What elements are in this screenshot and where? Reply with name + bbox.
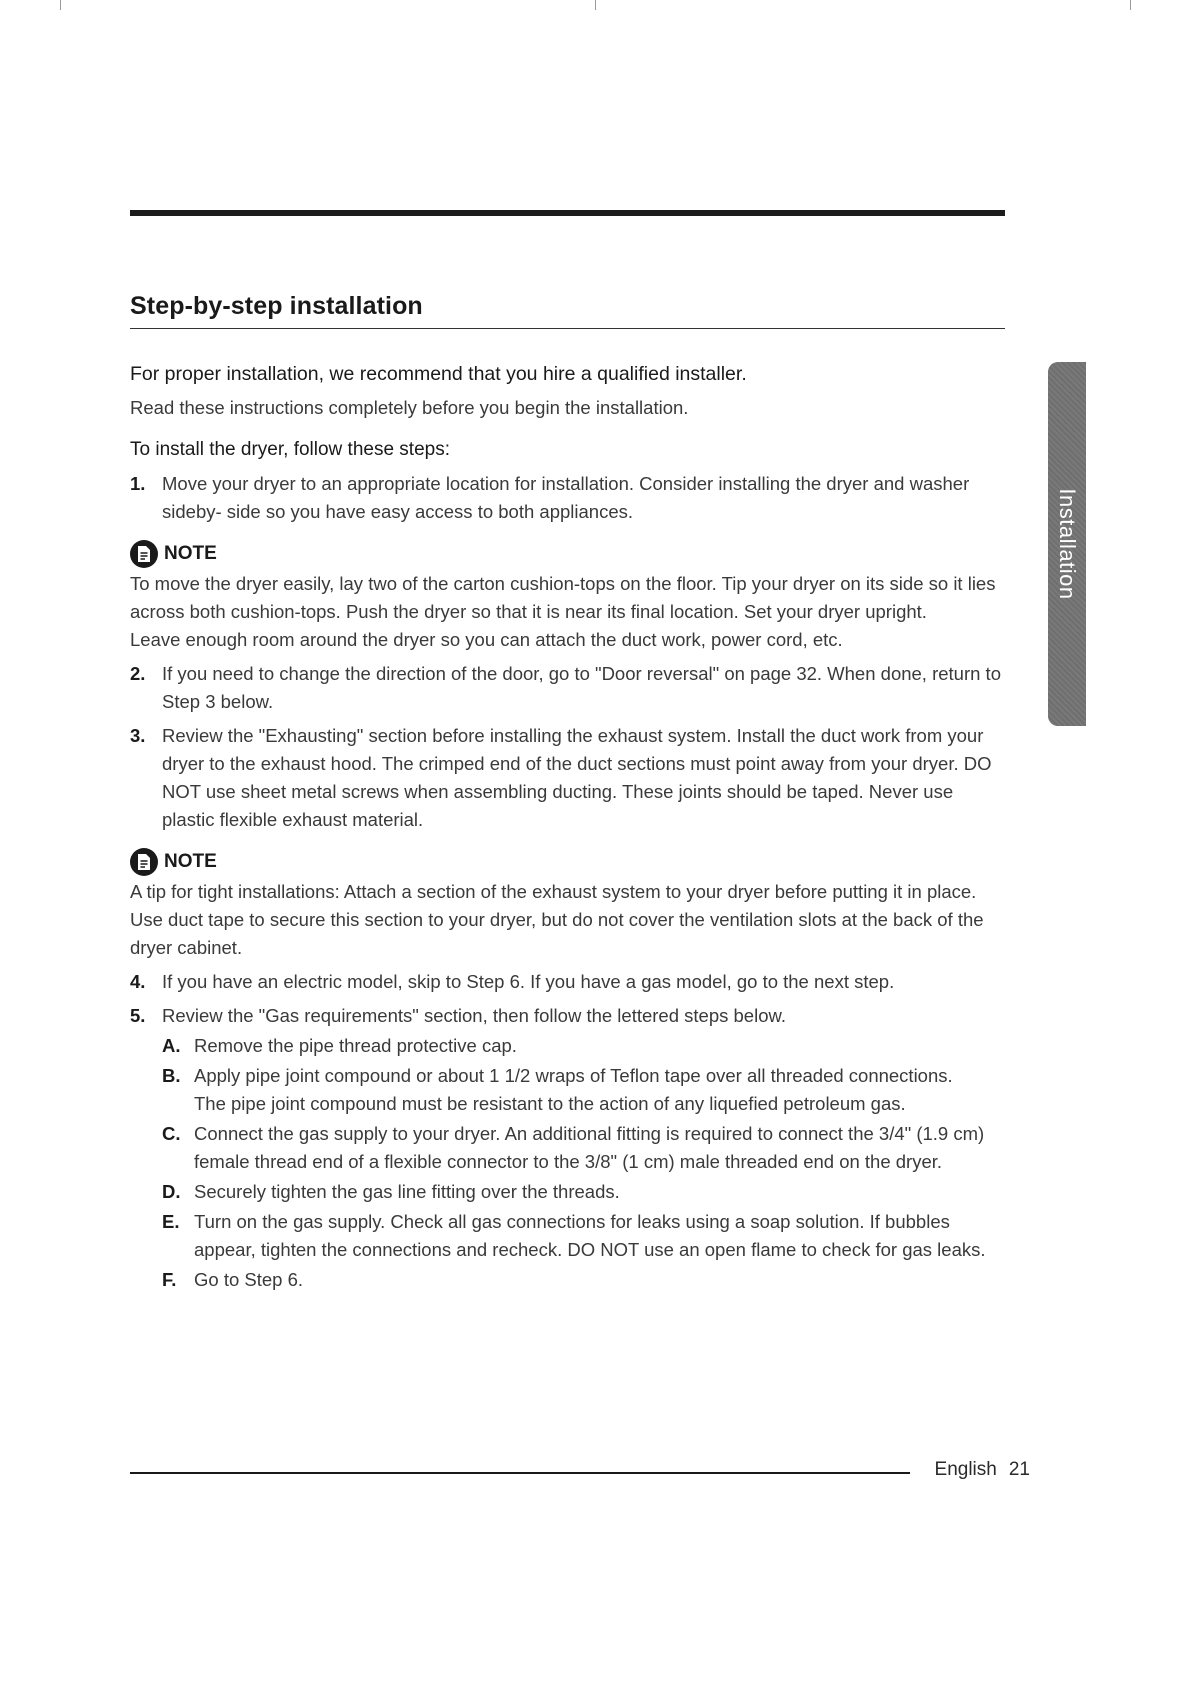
lettered-step-text [194, 1178, 1005, 1206]
note-2 [130, 848, 1005, 962]
side-tab-installation[interactable] [1048, 362, 1086, 726]
note-icon [130, 848, 158, 876]
lettered-step-line: Remove the pipe thread protective cap. [194, 1035, 517, 1056]
footer-rule [130, 1472, 910, 1474]
lettered-step-d [162, 1178, 1005, 1206]
note-label: NOTE [164, 543, 217, 564]
step-text: Review the "Exhausting" section before installing the exhaust system. Install the duct work from your dryer to the exhaust hood. The crimped end of the duct sections must point away from your dryer. DO NOT use sheet metal screws when assembling ducting. These joints should be taped. Never use plastic flexible exhaust material. [162, 725, 992, 830]
step-2 [130, 660, 1005, 716]
step-letter: F. [162, 1269, 177, 1290]
lettered-step-a [162, 1032, 1005, 1060]
step-letter: C. [162, 1123, 181, 1144]
step-text: If you have an electric model, skip to Step 6. If you have a gas model, go to the next step. [162, 971, 895, 992]
footer-language: English [934, 1459, 997, 1480]
lettered-step-text [194, 1062, 1005, 1118]
step-letter: E. [162, 1211, 180, 1232]
note-1 [130, 540, 1005, 654]
lettered-step-line: The pipe joint compound must be resistant to the action of any liquefied petroleum gas. [194, 1093, 906, 1114]
step-3 [130, 722, 1005, 834]
title-underline [130, 328, 1005, 329]
step-letter: B. [162, 1065, 181, 1086]
lettered-step-line: Securely tighten the gas line fitting over the threads. [194, 1181, 620, 1202]
step-number: 2. [130, 663, 146, 684]
note-header [130, 540, 1005, 568]
step-4 [130, 968, 1005, 996]
main-content [130, 360, 1005, 1296]
note-text: A tip for tight installations: Attach a section of the exhaust system to your dryer before putting it in place. Use duct tape to secure this section to your dryer, but do not cover the ventilation slots at the back of the dryer cabinet. [130, 881, 984, 958]
step-letter: D. [162, 1181, 181, 1202]
header-rule [130, 210, 1005, 216]
lettered-step-text [194, 1208, 1005, 1264]
step-number: 4. [130, 971, 146, 992]
step-text: Review the "Gas requirements" section, then follow the lettered steps below. [162, 1005, 786, 1026]
section-title: Step-by-step installation [130, 292, 423, 320]
lettered-step-line: Connect the gas supply to your dryer. An additional fitting is required to connect the 3/4" (1.9 cm) female thread end of a flexible connector to the 3/8" (1 cm) male threaded end on the dryer. [194, 1123, 985, 1172]
note-text: Leave enough room around the dryer so you can attach the duct work, power cord, etc. [130, 629, 843, 650]
note-label: NOTE [164, 851, 217, 872]
lettered-step-text [194, 1032, 1005, 1060]
crop-mark-center [595, 0, 596, 10]
note-text: To move the dryer easily, lay two of the carton cushion-tops on the floor. Tip your dryer on its side so it lies across both cushion-tops. Push the dryer so that it is near its final location. Set your dryer upright. [130, 573, 996, 622]
lettered-step-c [162, 1120, 1005, 1176]
lettered-step-line: Go to Step 6. [194, 1269, 304, 1290]
side-tab-label: Installation [1055, 488, 1080, 600]
page-footer [935, 1459, 1030, 1481]
lettered-step-line: Apply pipe joint compound or about 1 1/2 wraps of Teflon tape over all threaded connections. [194, 1065, 953, 1086]
step-letter: A. [162, 1035, 181, 1056]
lettered-step-f [162, 1266, 1005, 1294]
crop-mark-right [1130, 0, 1131, 10]
note-icon [130, 540, 158, 568]
note-header [130, 848, 1005, 876]
lettered-step-text [194, 1120, 1005, 1176]
note-body [130, 570, 1005, 654]
step-text: Move your dryer to an appropriate location for installation. Consider installing the dryer and washer sideby- side so you have easy access to both appliances. [162, 473, 970, 522]
page-number: 21 [1008, 1459, 1030, 1480]
intro-lead: For proper installation, we recommend that you hire a qualified installer. [130, 363, 747, 385]
lettered-step-b [162, 1062, 1005, 1118]
intro-body: Read these instructions completely before you begin the installation. [130, 397, 689, 418]
lettered-steps [162, 1032, 1005, 1294]
step-1 [130, 470, 1005, 526]
crop-mark-left [60, 0, 61, 10]
lettered-step-line: Turn on the gas supply. Check all gas connections for leaks using a soap solution. If bubbles appear, tighten the connections and recheck. DO NOT use an open flame to check for gas leaks. [194, 1211, 986, 1260]
step-5 [130, 1002, 1005, 1030]
lettered-step-e [162, 1208, 1005, 1264]
step-number: 3. [130, 725, 146, 746]
steps-intro: To install the dryer, follow these steps: [130, 439, 450, 460]
step-number: 1. [130, 473, 146, 494]
step-text: If you need to change the direction of the door, go to "Door reversal" on page 32. When done, return to Step 3 below. [162, 663, 1001, 712]
note-body [130, 878, 1005, 962]
lettered-step-text [194, 1266, 1005, 1294]
step-number: 5. [130, 1005, 146, 1026]
